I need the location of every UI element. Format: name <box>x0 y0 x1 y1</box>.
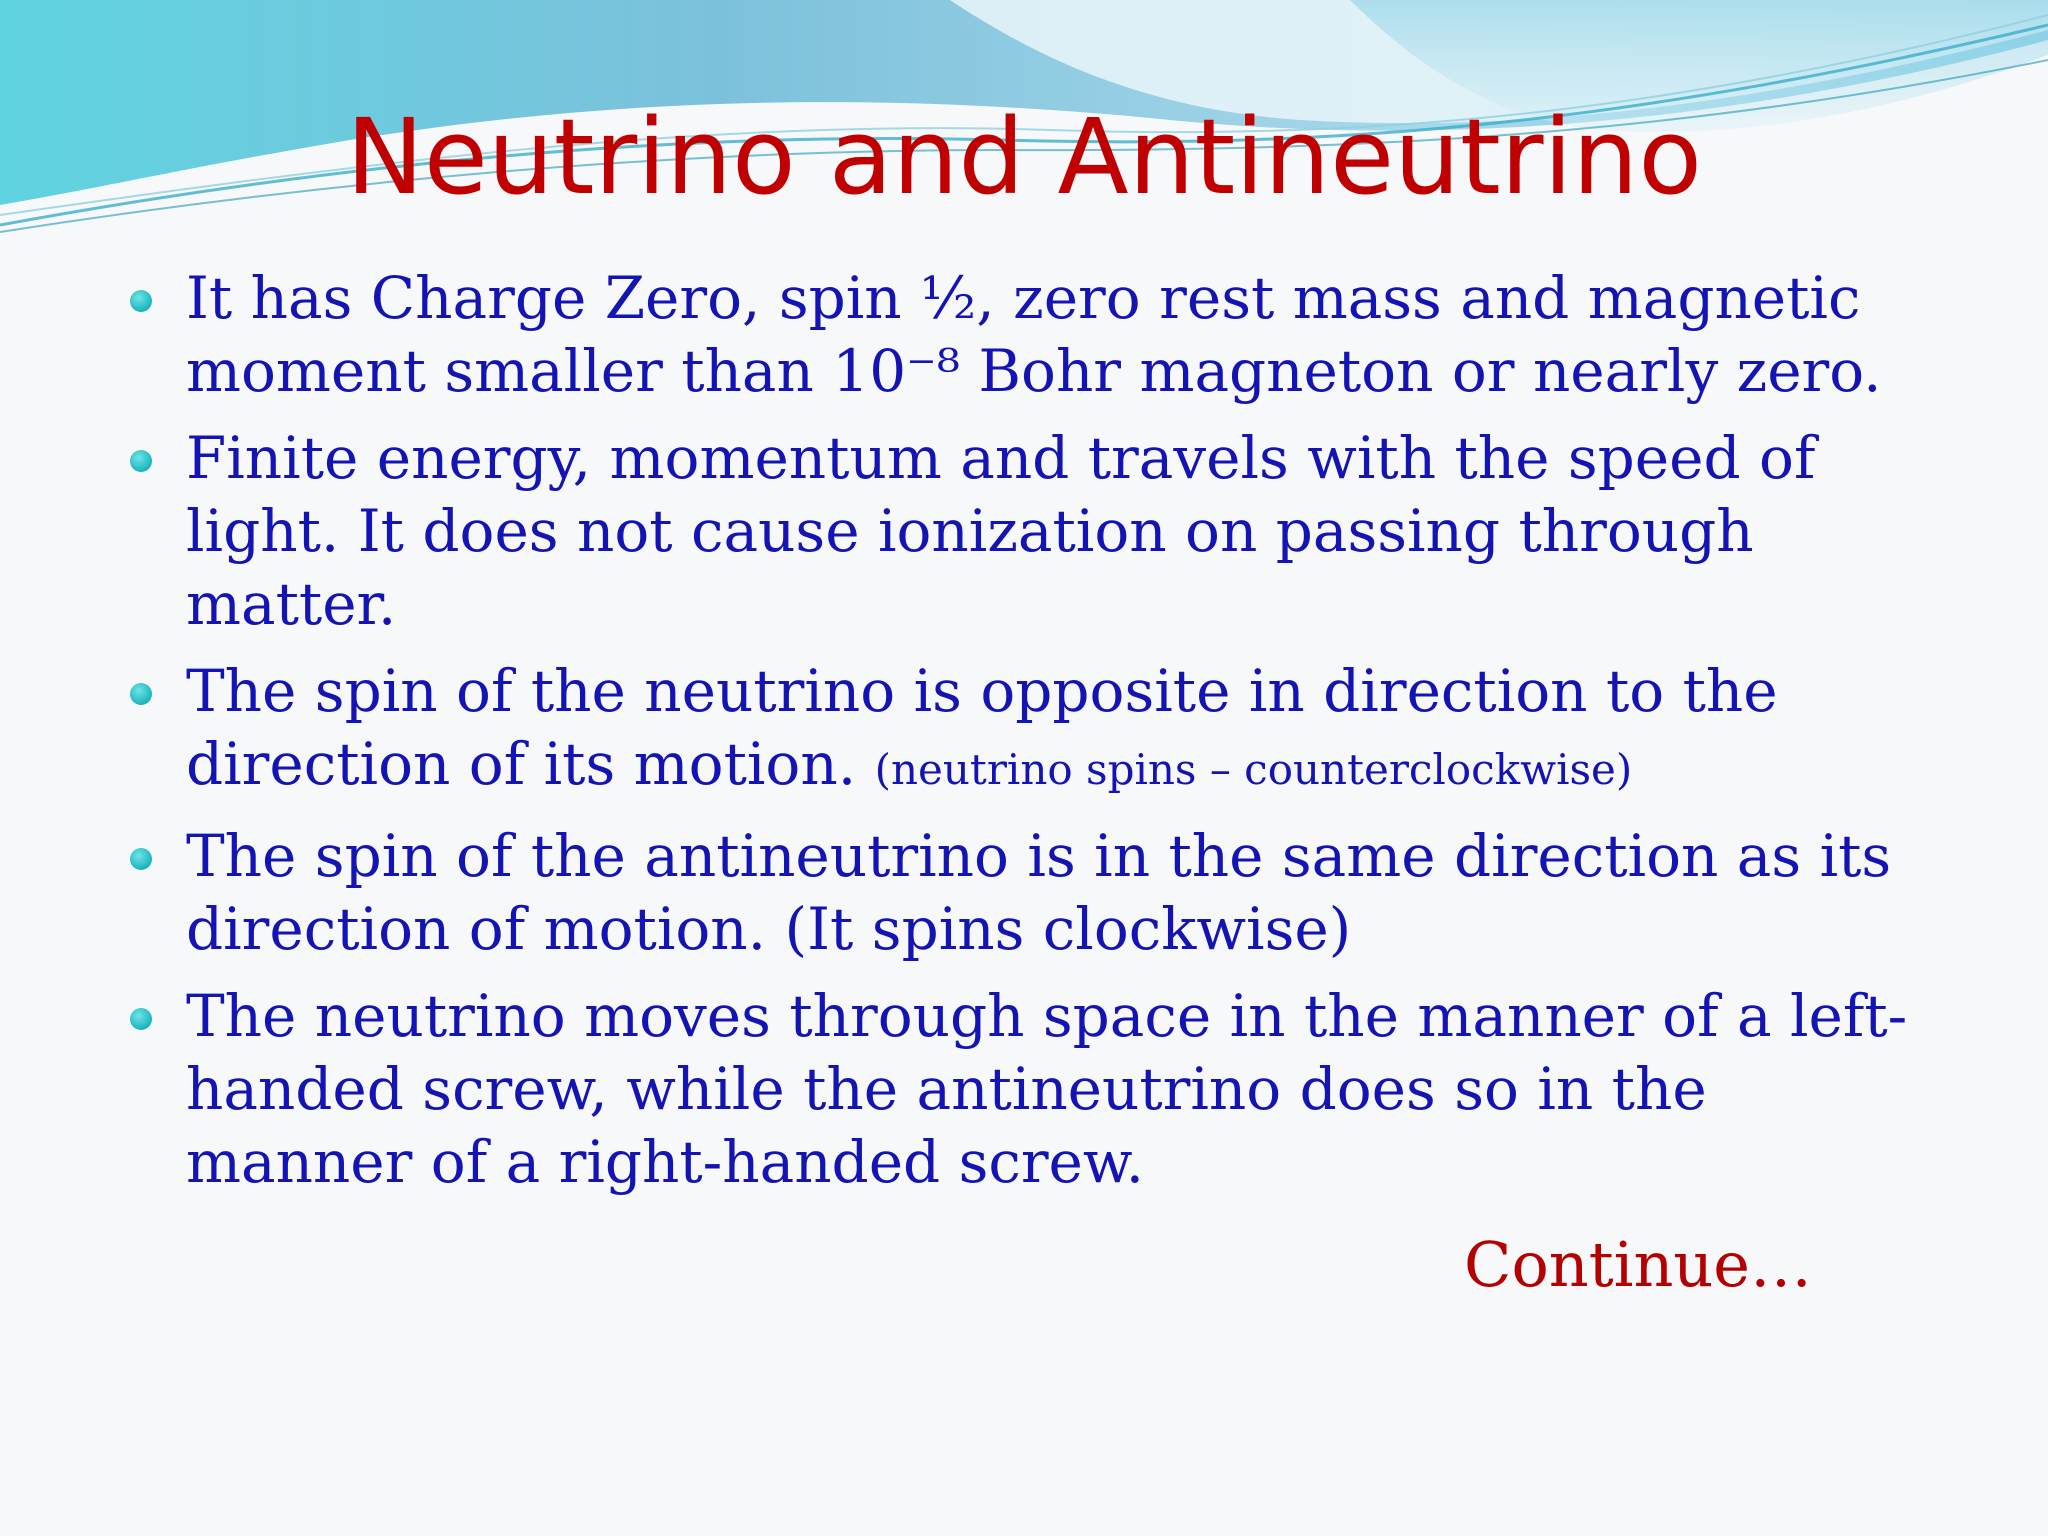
continue-label: Continue… <box>1464 1228 1812 1301</box>
bullet-item <box>130 422 1930 641</box>
bullet-item <box>130 655 1930 806</box>
bullet-text: Finite energy, momentum and travels with the speed of light. It does not cause ionization on passing through matter. <box>186 424 1816 638</box>
bullet-dot-icon <box>130 290 152 312</box>
bullet-item <box>130 820 1930 966</box>
bullet-dot-icon <box>130 848 152 870</box>
bullet-note: (neutrino spins – counterclockwise) <box>874 745 1633 794</box>
bullet-text: The spin of the neutrino is opposite in direction to the direction of its motion. <box>186 657 1778 798</box>
bullet-text: The neutrino moves through space in the manner of a left-handed screw, while the antineutrino does so in the manner of a right-handed screw. <box>186 982 1908 1196</box>
bullet-dot-icon <box>130 683 152 705</box>
bullet-list <box>130 262 1930 1213</box>
bullet-text: It has Charge Zero, spin ½, zero rest mass and magnetic moment smaller than 10⁻⁸ Bohr magneton or nearly zero. <box>186 264 1882 405</box>
bullet-item <box>130 980 1930 1199</box>
slide-title: Neutrino and Antineutrino <box>346 96 1702 218</box>
bullet-item <box>130 262 1930 408</box>
bullet-dot-icon <box>130 1008 152 1030</box>
bullet-dot-icon <box>130 450 152 472</box>
bullet-text: The spin of the antineutrino is in the same direction as its direction of motion. (It spins clockwise) <box>186 822 1892 963</box>
